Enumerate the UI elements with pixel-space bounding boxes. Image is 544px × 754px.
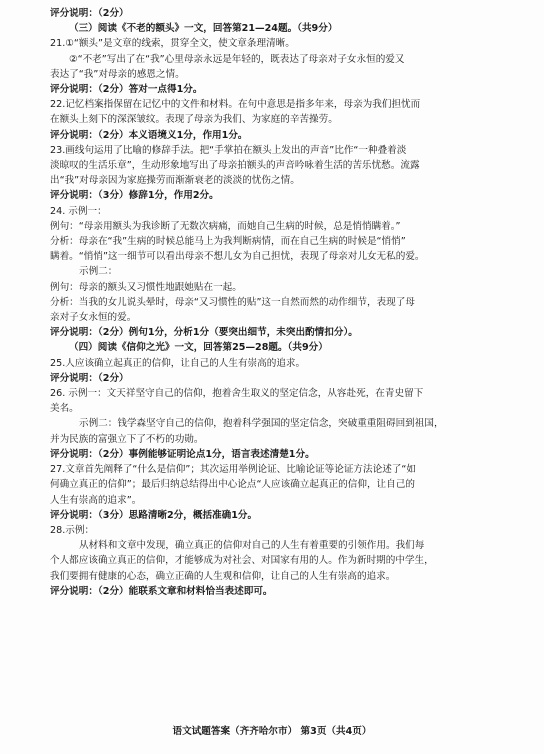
answer-line: 出“我”对母亲因为家庭操劳而渐渐衰老的淡淡的忧伤之情。 (50, 175, 300, 187)
scoring-note-line: 评分说明：（2分）答对一点得1分。 (50, 84, 203, 96)
answer-line: 例句：“母亲用额头为我诊断了无数次病痛，而她自己生病的时候，总是悄悄瞒着。” (50, 220, 401, 232)
answer-line: 个人都应该确立真正的信仰，才能够成为对社会、对国家有用的人。作为新时期的中学生， (50, 555, 434, 567)
scoring-note-line: 评分说明：（2分）例句1分，分析1分（要突出细节，未突出酌情扣分）。 (50, 327, 358, 339)
answer-line: 25.人应该确立起真正的信仰，让自己的人生有崇高的追求。 (50, 357, 306, 369)
scoring-note-line: 评分说明：（2分） (50, 8, 129, 19)
answer-line: 21.①“额头”是文章的线索，贯穿全文，使文章条理清晰。 (50, 38, 295, 50)
answer-line: 分析：母亲在“我”生病的时候总能马上为我判断病情，而在自己生病的时候是“悄悄” (50, 236, 406, 248)
answer-line: 27.文章首先阐释了“什么是信仰”；其次运用举例论证、比喻论证等论证方法论述了“如 (50, 464, 416, 476)
answer-line: 人生有崇高的追求”。 (50, 494, 142, 506)
answer-line: 从材料和文章中发现，确立真正的信仰对自己的人生有着重要的引领作用。我们每 (79, 540, 425, 552)
answer-line: 示例二： (79, 266, 118, 278)
section-heading: （三）阅读《不老的额头》一文，回答第21—24题。（共9分） (69, 23, 338, 35)
answer-line: 28.示例： (50, 524, 95, 536)
answer-line: 表达了“我”对母亲的感恩之情。 (50, 68, 185, 80)
answer-line: 亲对子女永恒的爱。 (50, 312, 137, 324)
scoring-note-line: 评分说明：（2分）事例能够证明论点1分，语言表述清楚1分。 (50, 448, 315, 460)
scoring-note-line: 评分说明：（2分）本义语境义1分，作用1分。 (50, 129, 248, 141)
answer-line: 24. 示例一： (50, 205, 107, 217)
answer-line: 美名。 (50, 403, 79, 415)
answer-line: 并为民族的富强立下了不朽的功勋。 (50, 433, 204, 445)
answer-line: 在额头上刻下的深深皱纹。表现了母亲为我们、为家庭的辛苦操劳。 (50, 114, 338, 126)
answer-line: 例句：母亲的额头又习惯性地跟她贴在一起。 (50, 281, 242, 293)
scoring-note-line: 评分说明：（3分）修辞1分，作用2分。 (50, 190, 219, 202)
answer-line: 23.画线句运用了比喻的修辞手法。把“手掌拍在额头上发出的声音”比作“一种叠着淡 (50, 144, 407, 156)
answer-line: 我们要拥有健康的心态，确立正确的人生观和信仰，让自己的人生有崇高的追求。 (50, 570, 396, 582)
scoring-note-line: 评分说明：（3分）思路清晰2分，概括准确1分。 (50, 509, 258, 521)
answer-line: 瞒着。“悄悄”这一细节可以看出母亲不想儿女为自己担忧，表现了母亲对儿女无私的爱。 (50, 251, 425, 263)
answer-text-body (50, 6, 518, 599)
answer-line: 示例二：钱学森坚守自己的信仰，抱着科学强国的坚定信念，突破重重阻碍回到祖国， (79, 418, 444, 430)
section-heading: （四）阅读《信仰之光》一文，回答第25—28题。（共9分） (69, 342, 328, 354)
answer-line: 淡晾叹的生活乐章”，生动形象地写出了母亲拍额头的声音吟咏着生活的苦乐忧愁。流露 (50, 160, 420, 172)
scoring-note-line: 评分说明：（2分）能联系文章和材料恰当表述即可。 (50, 585, 273, 597)
answer-line: 26. 示例一：文天祥坚守自己的信仰，抱着舍生取义的坚定信念，从容赴死，在青史留下 (50, 388, 424, 400)
answer-line: 何确立真正的信仰”；最后归纳总结得出中心论点“人应该确立起真正的信仰，让自己的 (50, 479, 415, 491)
scoring-note-line: 评分说明：（2分） (50, 372, 129, 384)
page-footer: 语文试题答案（齐齐哈尔市） 第3页（共4页） (172, 726, 372, 737)
answer-line: 22.记忆档案指保留在记忆中的文件和材料。在句中意思是指多年来，母亲为我们担忧而 (50, 99, 421, 111)
answer-line: 分析：当我的女儿说头晕时，母亲“又习惯性的贴”这一自然而然的动作细节，表现了母 (50, 296, 415, 308)
answer-line: ②“不老”写出了在“我”心里母亲永远是年轻的，既表达了母亲对子女永恒的爱又 (69, 53, 405, 65)
